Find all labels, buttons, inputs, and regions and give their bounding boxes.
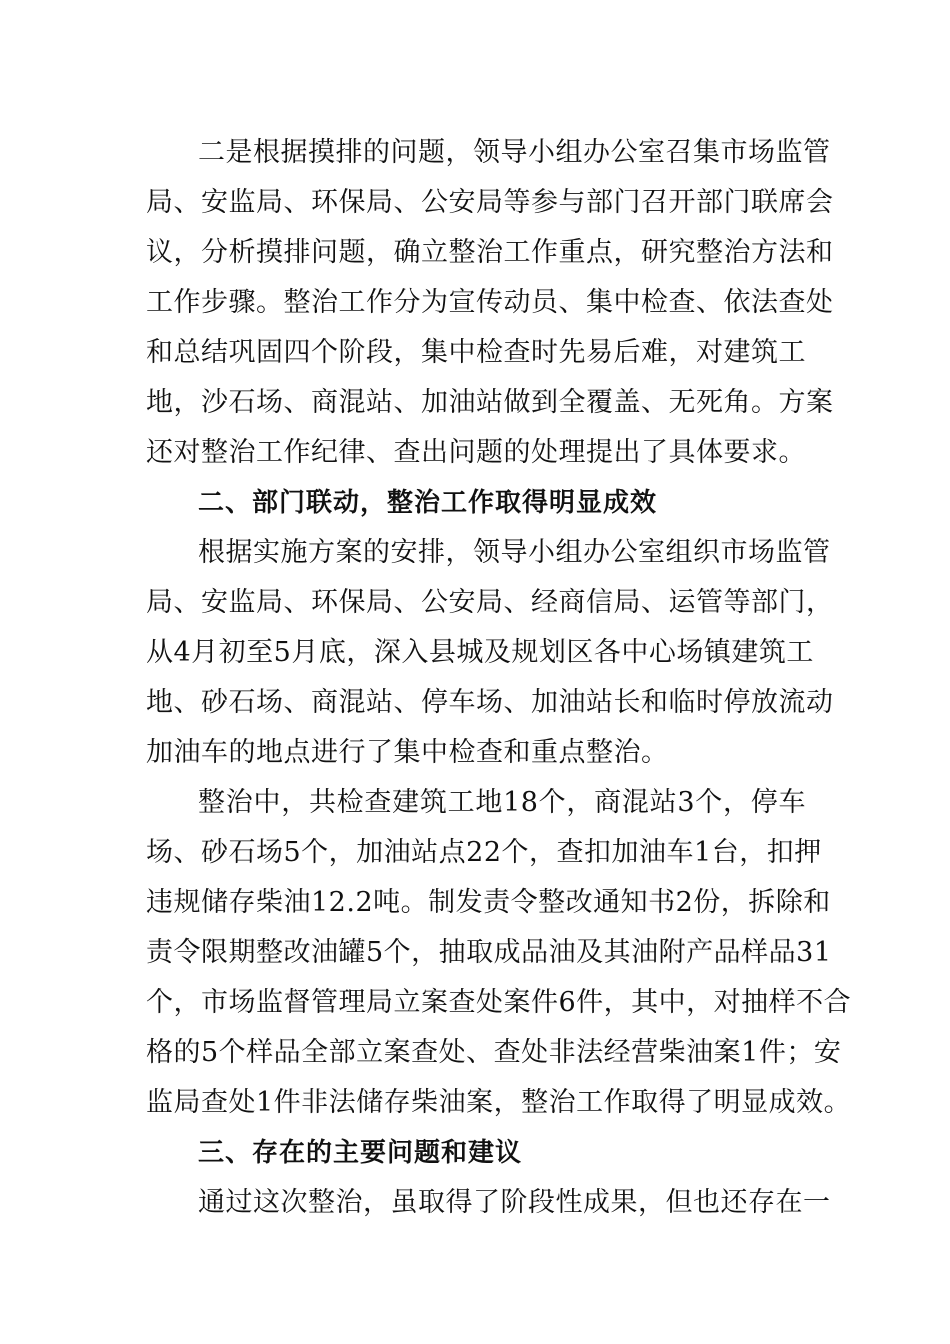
paragraph-line: 议，分析摸排问题，确立整治工作重点，研究整治方法和 (146, 237, 834, 268)
paragraph-line: 局、安监局、环保局、公安局等参与部门召开部门联席会 (146, 187, 834, 218)
paragraph-line: 从4月初至5月底，深入县城及规划区各中心场镇建筑工 (146, 637, 814, 668)
paragraph-line: 责令限期整改油罐5个，抽取成品油及其油附产品样品31 (146, 937, 832, 968)
paragraph-line: 格的5个样品全部立案查处、查处非法经营柴油案1件；安 (146, 1037, 842, 1068)
paragraph-line: 还对整治工作纪律、查出问题的处理提出了具体要求。 (146, 437, 806, 468)
paragraph-line: 个，市场监督管理局立案查处案件6件，其中，对抽样不合 (146, 987, 852, 1018)
section-heading: 二、部门联动，整治工作取得明显成效 (198, 488, 658, 518)
paragraph-line: 根据实施方案的安排，领导小组办公室组织市场监管 (198, 537, 831, 568)
paragraph-line: 加油车的地点进行了集中检查和重点整治。 (146, 737, 669, 768)
paragraph-line: 通过这次整治，虽取得了阶段性成果，但也还存在一 (198, 1187, 831, 1218)
section-heading: 三、存在的主要问题和建议 (198, 1138, 523, 1168)
paragraph-line: 地，沙石场、商混站、加油站做到全覆盖、无死角。方案 (146, 387, 834, 418)
paragraph-line: 监局查处1件非法储存柴油案，整治工作取得了明显成效。 (146, 1087, 852, 1118)
paragraph-line: 局、安监局、环保局、公安局、经商信局、运管等部门， (146, 587, 834, 618)
paragraph-line: 二是根据摸排的问题，领导小组办公室召集市场监管 (198, 137, 831, 168)
paragraph-line: 地、砂石场、商混站、停车场、加油站长和临时停放流动 (146, 687, 834, 718)
paragraph-line: 违规储存柴油12.2吨。制发责令整改通知书2份，拆除和 (146, 887, 831, 918)
paragraph-line: 工作步骤。整治工作分为宣传动员、集中检查、依法查处 (146, 287, 834, 318)
paragraph-line: 和总结巩固四个阶段，集中检查时先易后难，对建筑工 (146, 337, 806, 368)
paragraph-line: 整治中，共检查建筑工地18个，商混站3个，停车 (198, 787, 806, 818)
paragraph-line: 场、砂石场5个，加油站点22个，查扣加油车1台，扣押 (146, 837, 822, 868)
